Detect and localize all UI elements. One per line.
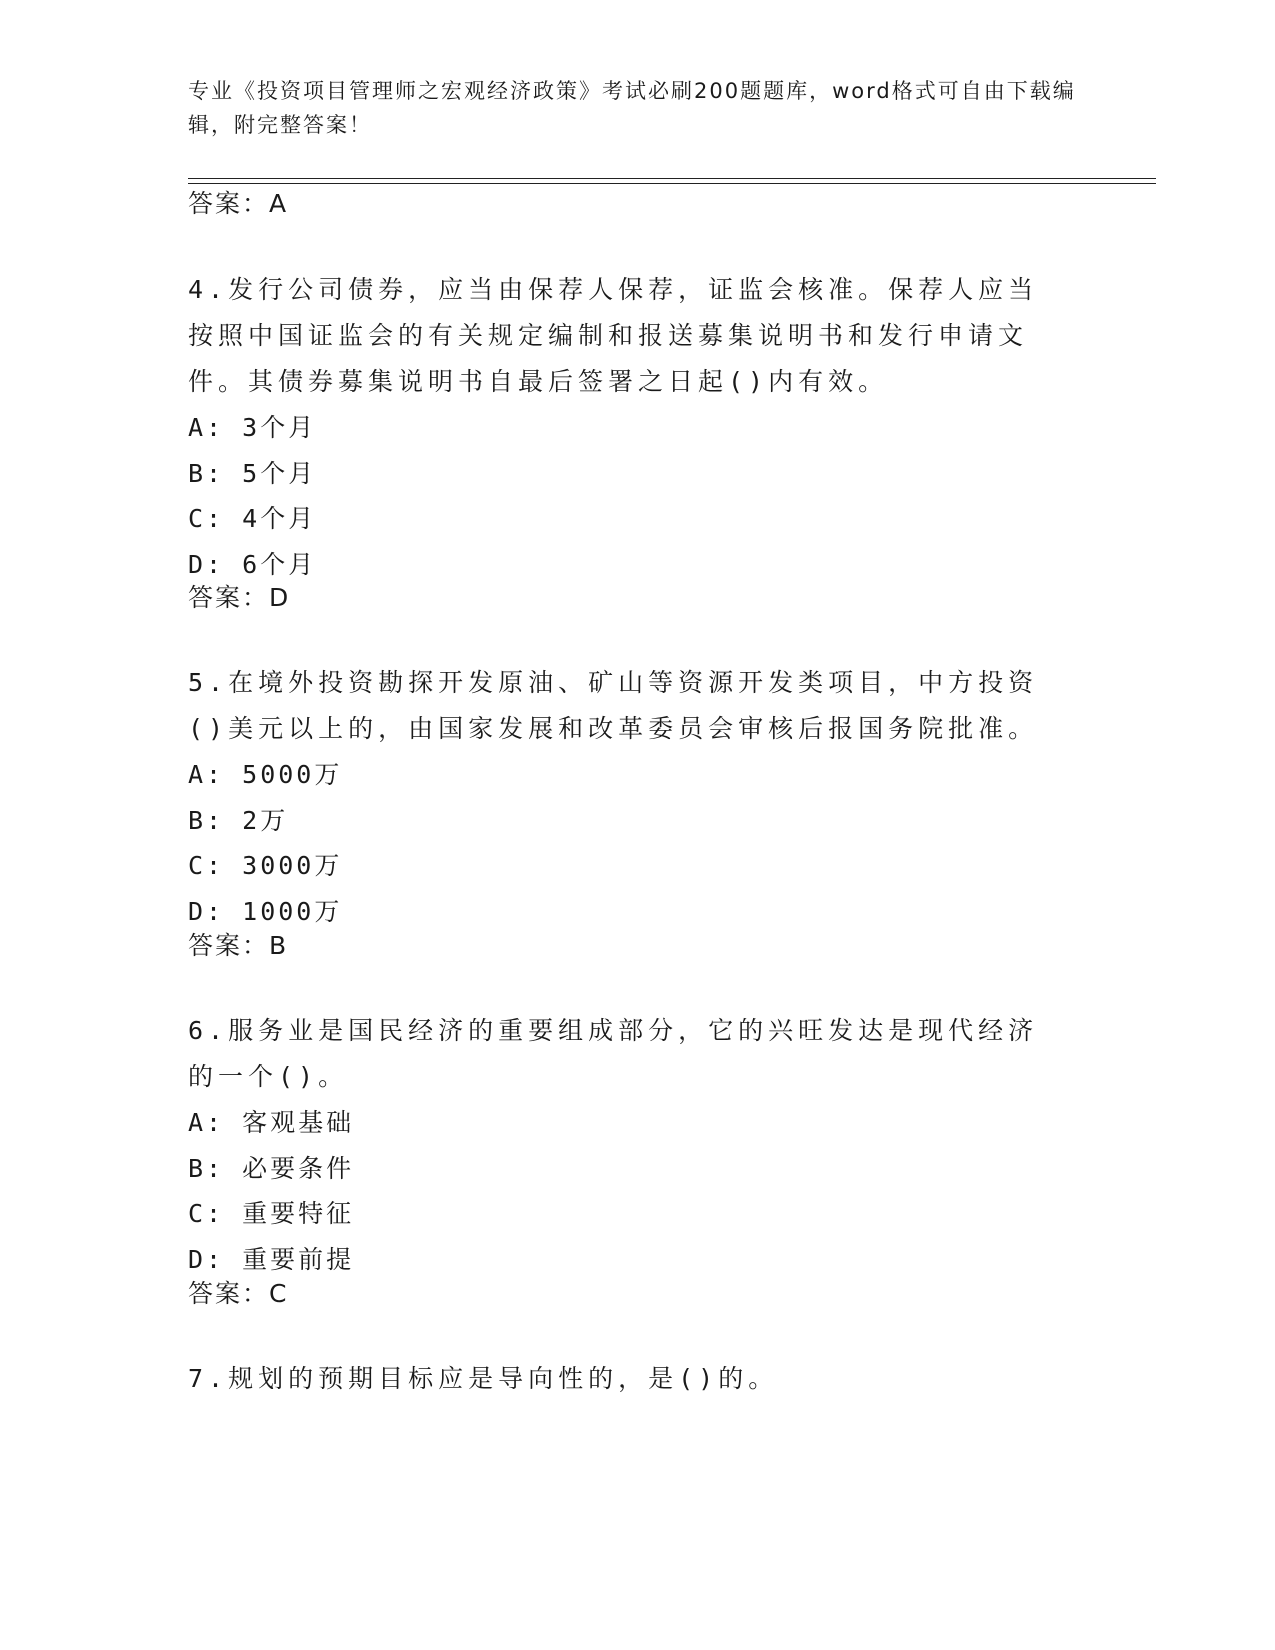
question-text: 6.服务业是国民经济的重要组成部分，它的兴旺发达是现代经济的一个()。 [188,1016,1039,1091]
option-a: A: 客观基础 [188,1108,355,1137]
option-c: C: 4个月 [188,504,317,533]
answer: 答案：B [188,931,289,960]
option-c: C: 3000万 [188,851,343,880]
question-block [188,1356,1068,1402]
page-header: 专业《投资项目管理师之宏观经济政策》考试必刷200题题库，word格式可自由下载编辑，附完整答案！ [188,79,1076,137]
option-d: D: 重要前提 [188,1244,355,1274]
question-text: 4.发行公司债券，应当由保荐人保荐，证监会核准。保荐人应当按照中国证监会的有关规定编制和报送募集说明书和发行申请文件。其债券募集说明书自最后签署之日起()内有效。 [188,275,1039,396]
question-text: 5.在境外投资勘探开发原油、矿山等资源开发类项目，中方投资()美元以上的，由国家发展和改革委员会审核后报国务院批准。 [188,668,1039,743]
answer: 答案：C [188,1279,289,1308]
question-block [188,660,1068,934]
option-d: D: 1000万 [188,896,343,926]
answer-prev: 答案：A [188,189,289,218]
option-c: C: 重要特征 [188,1199,355,1228]
header-divider-bottom [188,183,1156,184]
option-b: B: 5个月 [188,458,317,488]
option-b: B: 2万 [188,805,289,835]
question-text: 7.规划的预期目标应是导向性的，是()的。 [188,1364,779,1393]
question-block [188,267,1068,587]
question-block [188,1008,1068,1282]
header-divider-top [188,178,1156,179]
option-b: B: 必要条件 [188,1153,355,1183]
option-a: A: 5000万 [188,760,343,789]
option-d: D: 6个月 [188,549,317,579]
answer: 答案：D [188,583,291,612]
option-a: A: 3个月 [188,413,317,442]
